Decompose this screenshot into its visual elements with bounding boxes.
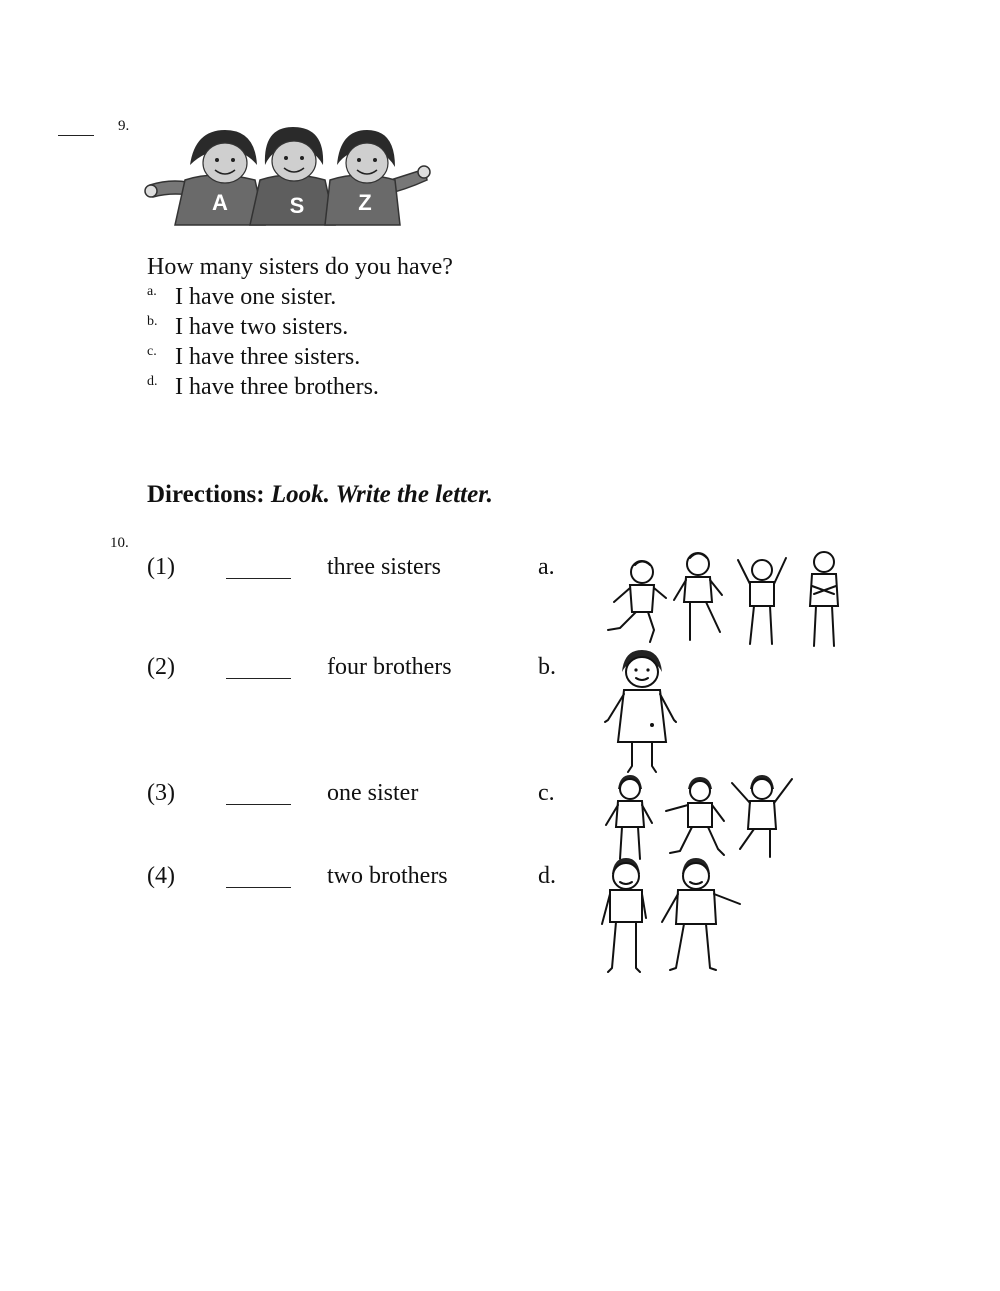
row-answer-blank[interactable]: [226, 804, 291, 805]
row-letter: a.: [538, 554, 555, 580]
row-letter: d.: [538, 863, 556, 889]
option-text: I have one sister.: [175, 284, 337, 310]
directions: [147, 481, 493, 509]
q9-number: 9.: [118, 118, 130, 134]
two-brothers-illustration: [600, 858, 750, 976]
row-text: two brothers: [327, 863, 448, 889]
directions-text: Look. Write the letter.: [270, 481, 493, 508]
row-answer-blank[interactable]: [226, 578, 291, 579]
option-text: I have two sisters.: [175, 314, 349, 340]
q9-option-b[interactable]: [147, 314, 348, 341]
row-answer-blank[interactable]: [226, 887, 291, 888]
row-number: (1): [147, 554, 175, 580]
q9-answer-blank[interactable]: [58, 135, 94, 136]
option-letter: b.: [147, 314, 158, 329]
option-letter: d.: [147, 374, 158, 389]
three-sisters-illustration-small: [600, 775, 795, 863]
q9-option-c[interactable]: [147, 344, 360, 371]
three-sisters-illustration: [145, 125, 430, 225]
row-text: three sisters: [327, 554, 441, 580]
option-letter: a.: [147, 284, 157, 299]
shirt-letter: S: [289, 193, 305, 218]
four-brothers-illustration: [600, 550, 845, 650]
option-letter: c.: [147, 344, 157, 359]
row-answer-blank[interactable]: [226, 678, 291, 679]
q9-question: How many sisters do you have?: [147, 254, 453, 280]
row-letter: c.: [538, 780, 555, 806]
row-number: (4): [147, 863, 175, 889]
row-text: four brothers: [327, 654, 452, 680]
q9-option-a[interactable]: [147, 284, 336, 311]
shirt-letter: Z: [358, 190, 372, 215]
row-text: one sister: [327, 780, 419, 806]
directions-label: Directions:: [147, 481, 265, 508]
row-letter: b.: [538, 654, 556, 680]
option-text: I have three sisters.: [175, 344, 361, 370]
one-sister-illustration: [600, 650, 680, 775]
shirt-letter: A: [212, 190, 228, 215]
row-number: (3): [147, 780, 175, 806]
row-number: (2): [147, 654, 175, 680]
q10-number: 10.: [110, 535, 129, 551]
q9-option-d[interactable]: [147, 374, 379, 401]
option-text: I have three brothers.: [175, 374, 379, 400]
